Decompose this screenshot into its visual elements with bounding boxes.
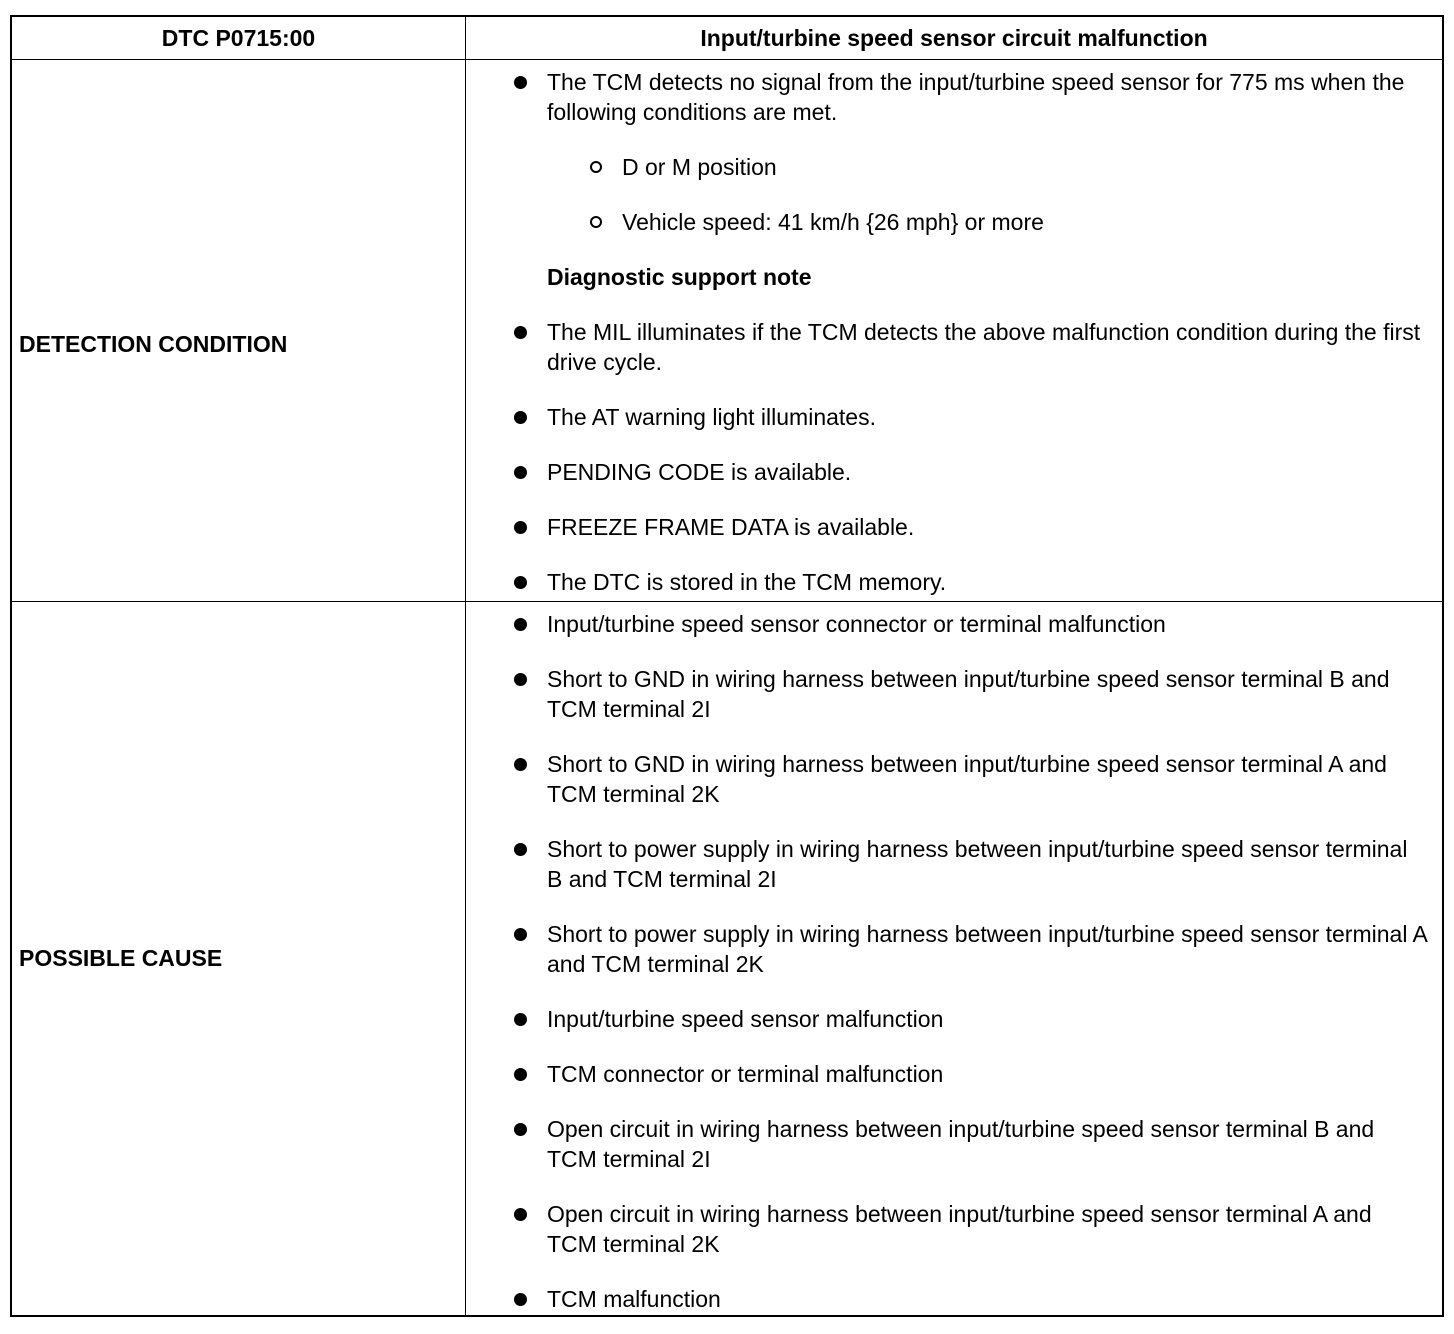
list-item [547, 834, 1427, 894]
bullet-icon [514, 928, 527, 941]
bullet-icon [514, 76, 527, 89]
diagnostic-support-note-heading: Diagnostic support note [547, 264, 812, 290]
list-item [547, 512, 1427, 542]
cause-text: Short to power supply in wiring harness between input/turbine speed sensor terminal B and TCM terminal 2I [547, 836, 1408, 892]
list-item [547, 402, 1427, 432]
list-item [547, 67, 1427, 127]
list-item [547, 457, 1427, 487]
bullet-icon [514, 576, 527, 589]
possible-cause-label: POSSIBLE CAUSE [19, 945, 223, 971]
cause-text: Open circuit in wiring harness between input/turbine speed sensor terminal B and TCM terminal 2I [547, 1116, 1375, 1172]
note-text: FREEZE FRAME DATA is available. [547, 514, 915, 540]
list-item [547, 1004, 1427, 1034]
detection-condition-row [12, 60, 1442, 602]
condition-text: Vehicle speed: 41 km/h {26 mph} or more [622, 209, 1044, 235]
condition-text: D or M position [622, 154, 777, 180]
bullet-icon [514, 411, 527, 424]
cause-text: Short to power supply in wiring harness between input/turbine speed sensor terminal A and TCM terminal 2K [547, 921, 1427, 977]
bullet-icon [514, 673, 527, 686]
note-text: The DTC is stored in the TCM memory. [547, 569, 947, 595]
list-item [547, 664, 1427, 724]
list-item [622, 152, 1454, 182]
hollow-bullet-icon [590, 216, 602, 228]
bullet-icon [514, 466, 527, 479]
dtc-table [10, 15, 1444, 1317]
column-divider [465, 60, 466, 601]
bullet-icon [514, 1208, 527, 1221]
hollow-bullet-icon [590, 161, 602, 173]
list-item [547, 1284, 1427, 1314]
bullet-icon [514, 618, 527, 631]
possible-cause-row [12, 602, 1442, 1317]
bullet-icon [514, 1123, 527, 1136]
cause-text: Input/turbine speed sensor connector or terminal malfunction [547, 611, 1166, 637]
bullet-icon [514, 1068, 527, 1081]
detection-intro-text: The TCM detects no signal from the input/turbine speed sensor for 775 ms when the following conditions are met. [547, 69, 1405, 125]
dtc-code-heading: DTC P0715:00 [161, 25, 316, 51]
cause-text: Short to GND in wiring harness between input/turbine speed sensor terminal A and TCM terminal 2K [547, 751, 1387, 807]
cause-text: Input/turbine speed sensor malfunction [547, 1006, 944, 1032]
table-header-row [12, 17, 1442, 60]
list-item [547, 1199, 1427, 1259]
list-item [547, 1114, 1427, 1174]
list-item [547, 919, 1427, 979]
column-divider [465, 602, 466, 1317]
list-item [547, 749, 1427, 809]
bullet-icon [514, 843, 527, 856]
cause-text: TCM connector or terminal malfunction [547, 1061, 944, 1087]
note-text: The MIL illuminates if the TCM detects the above malfunction condition during the first drive cycle. [547, 319, 1421, 375]
bullet-icon [514, 1013, 527, 1026]
bullet-icon [514, 326, 527, 339]
list-item [547, 567, 1427, 597]
bullet-icon [514, 521, 527, 534]
note-text: PENDING CODE is available. [547, 459, 852, 485]
list-item [547, 317, 1427, 377]
cause-text: Open circuit in wiring harness between input/turbine speed sensor terminal A and TCM terminal 2K [547, 1201, 1372, 1257]
list-item [547, 609, 1427, 639]
note-text: The AT warning light illuminates. [547, 404, 876, 430]
dtc-title-heading: Input/turbine speed sensor circuit malfunction [700, 25, 1208, 51]
cause-text: Short to GND in wiring harness between input/turbine speed sensor terminal B and TCM terminal 2I [547, 666, 1390, 722]
bullet-icon [514, 1293, 527, 1306]
cause-text: TCM malfunction [547, 1286, 721, 1312]
list-item [622, 207, 1454, 237]
detection-condition-label: DETECTION CONDITION [19, 331, 288, 357]
bullet-icon [514, 758, 527, 771]
list-item [547, 1059, 1427, 1089]
